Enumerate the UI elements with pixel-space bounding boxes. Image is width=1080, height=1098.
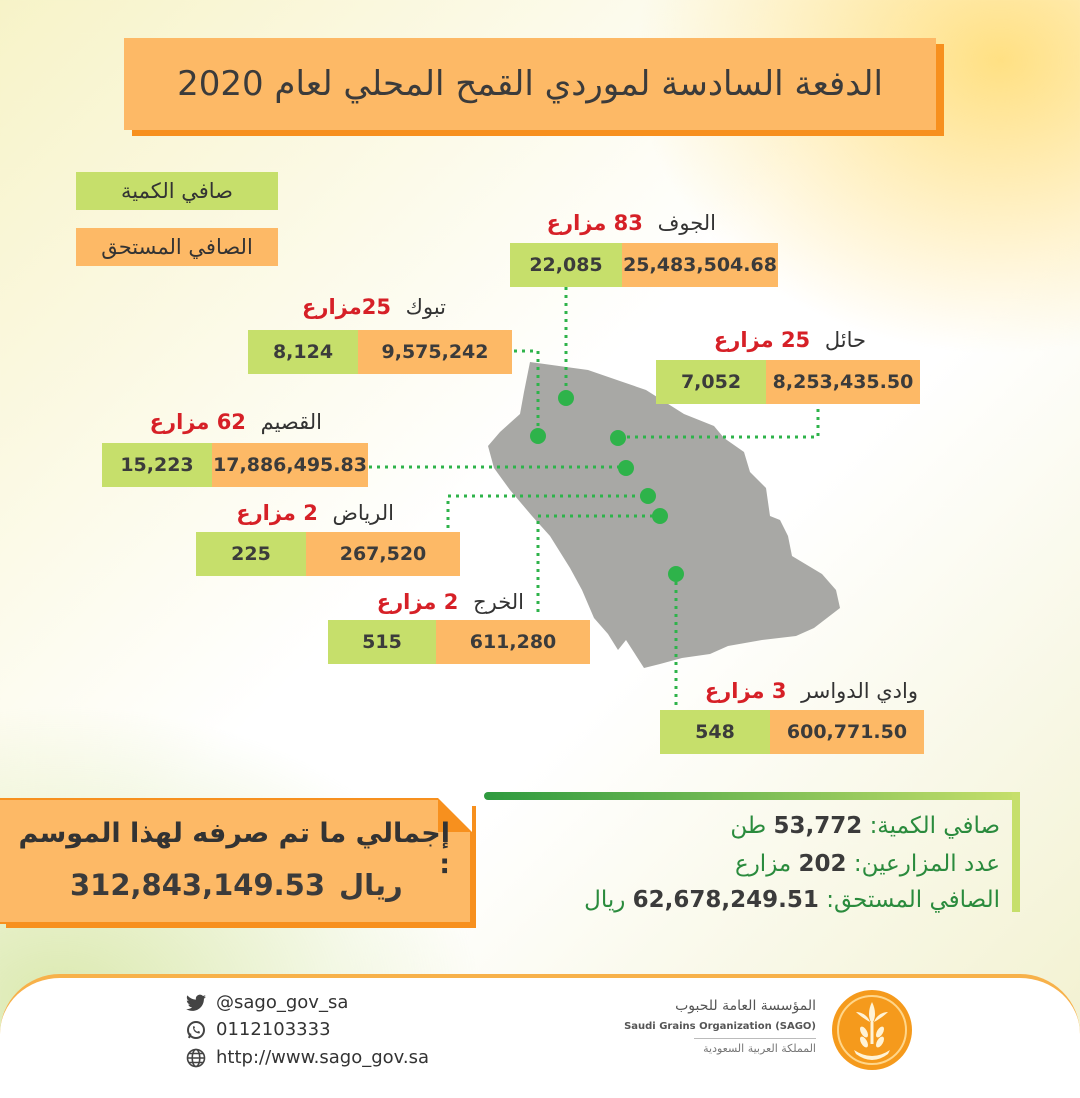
legend-quantity-label: صافي الكمية bbox=[121, 179, 234, 203]
summary-farmers bbox=[735, 851, 1000, 877]
region-name: الخرج bbox=[473, 590, 524, 614]
total-spent-label: إجمالي ما تم صرفه لهذا الموسم : bbox=[18, 818, 450, 880]
region-label-dawasir bbox=[705, 679, 918, 703]
contact-website[interactable] bbox=[186, 1047, 429, 1068]
summary-quantity-label: صافي الكمية: bbox=[869, 813, 1000, 839]
org-name-en: Saudi Grains Organization (SAGO) bbox=[624, 1021, 816, 1032]
region-quantity: 8,124 bbox=[248, 330, 358, 374]
twitter-icon bbox=[186, 993, 206, 1013]
region-name: حائل bbox=[824, 328, 866, 352]
connector-riyadh bbox=[448, 496, 648, 528]
region-farmers: 62 مزارع bbox=[149, 410, 246, 434]
region-amount: 600,771.50 bbox=[770, 710, 924, 754]
total-spent-value: 312,843,149.53 bbox=[70, 868, 326, 902]
region-label-kharj bbox=[377, 590, 524, 614]
region-values-qassim bbox=[102, 443, 368, 487]
region-dot-hail bbox=[610, 430, 626, 446]
region-name: الرياض bbox=[332, 501, 394, 525]
sago-logo-icon bbox=[830, 988, 914, 1072]
region-amount: 17,886,495.83 bbox=[212, 443, 368, 487]
region-label-tabuk bbox=[302, 295, 446, 319]
region-amount: 9,575,242 bbox=[358, 330, 512, 374]
region-label-qassim bbox=[150, 410, 322, 434]
contact-whatsapp[interactable] bbox=[186, 1019, 331, 1040]
summary-farmers-value: 202 bbox=[798, 851, 847, 877]
region-name: وادي الدواسر bbox=[801, 679, 918, 703]
region-dot-jouf bbox=[558, 390, 574, 406]
total-spent-unit: ريال bbox=[339, 868, 403, 902]
connector-tabuk bbox=[514, 351, 538, 436]
summary-amount-unit: ريال bbox=[584, 887, 626, 913]
region-quantity: 7,052 bbox=[656, 360, 766, 404]
whatsapp-number: 0112103333 bbox=[216, 1019, 331, 1040]
org-divider bbox=[694, 1038, 816, 1039]
region-values-dawasir bbox=[660, 710, 924, 754]
website-url: http://www.sago_gov.sa bbox=[216, 1047, 430, 1068]
region-label-riyadh bbox=[236, 501, 394, 525]
summary-top-bar bbox=[484, 792, 1020, 800]
region-dot-kharj bbox=[652, 508, 668, 524]
region-values-riyadh bbox=[196, 532, 460, 576]
region-farmers: 2 مزارع bbox=[236, 501, 318, 525]
region-name: القصيم bbox=[260, 410, 322, 434]
region-farmers: 83 مزارع bbox=[546, 211, 643, 235]
region-amount: 267,520 bbox=[306, 532, 460, 576]
page-title: الدفعة السادسة لموردي القمح المحلي لعام 2020 bbox=[177, 64, 883, 104]
region-name: تبوك bbox=[405, 295, 446, 319]
summary-amount-label: الصافي المستحق: bbox=[826, 887, 1000, 913]
region-dot-dawasir bbox=[668, 566, 684, 582]
region-quantity: 22,085 bbox=[510, 243, 622, 287]
region-amount: 611,280 bbox=[436, 620, 590, 664]
summary-quantity-unit: طن bbox=[730, 813, 767, 839]
whatsapp-icon bbox=[186, 1020, 206, 1040]
org-country: المملكة العربية السعودية bbox=[703, 1042, 816, 1055]
region-quantity: 15,223 bbox=[102, 443, 212, 487]
region-name: الجوف bbox=[657, 211, 716, 235]
summary-farmers-label: عدد المزارعين: bbox=[853, 851, 1000, 877]
region-label-hail bbox=[714, 328, 866, 352]
region-values-jouf bbox=[510, 243, 778, 287]
footer bbox=[0, 974, 1080, 1098]
org-name-ar: المؤسسة العامة للحبوب bbox=[675, 998, 816, 1014]
region-amount: 25,483,504.68 bbox=[622, 243, 778, 287]
summary-farmers-unit: مزارع bbox=[734, 851, 792, 877]
summary-side-bar bbox=[1012, 792, 1020, 912]
region-farmers: 3 مزارع bbox=[704, 679, 787, 703]
region-quantity: 548 bbox=[660, 710, 770, 754]
region-label-jouf bbox=[547, 211, 716, 235]
summary-quantity-value: 53,772 bbox=[773, 813, 863, 839]
region-dot-riyadh bbox=[640, 488, 656, 504]
summary-amount-value: 62,678,249.51 bbox=[632, 887, 819, 913]
region-values-kharj bbox=[328, 620, 590, 664]
region-farmers: 25 مزارع bbox=[713, 328, 811, 352]
total-spent-line bbox=[70, 868, 403, 902]
region-values-tabuk bbox=[248, 330, 512, 374]
globe-icon bbox=[186, 1048, 206, 1068]
region-farmers: 2 مزارع bbox=[376, 590, 459, 614]
summary-amount bbox=[584, 887, 1000, 913]
connector-kharj bbox=[538, 516, 660, 612]
region-dot-qassim bbox=[618, 460, 634, 476]
legend-amount-label: الصافي المستحق bbox=[101, 235, 253, 259]
region-values-hail bbox=[656, 360, 920, 404]
region-farmers: 25مزارع bbox=[302, 295, 391, 319]
contact-twitter[interactable] bbox=[186, 992, 348, 1013]
summary-quantity bbox=[730, 813, 1000, 839]
twitter-handle: @sago_gov_sa bbox=[216, 992, 349, 1013]
region-quantity: 515 bbox=[328, 620, 436, 664]
region-dot-tabuk bbox=[530, 428, 546, 444]
connector-hail bbox=[618, 401, 818, 437]
region-quantity: 225 bbox=[196, 532, 306, 576]
region-amount: 8,253,435.50 bbox=[766, 360, 920, 404]
